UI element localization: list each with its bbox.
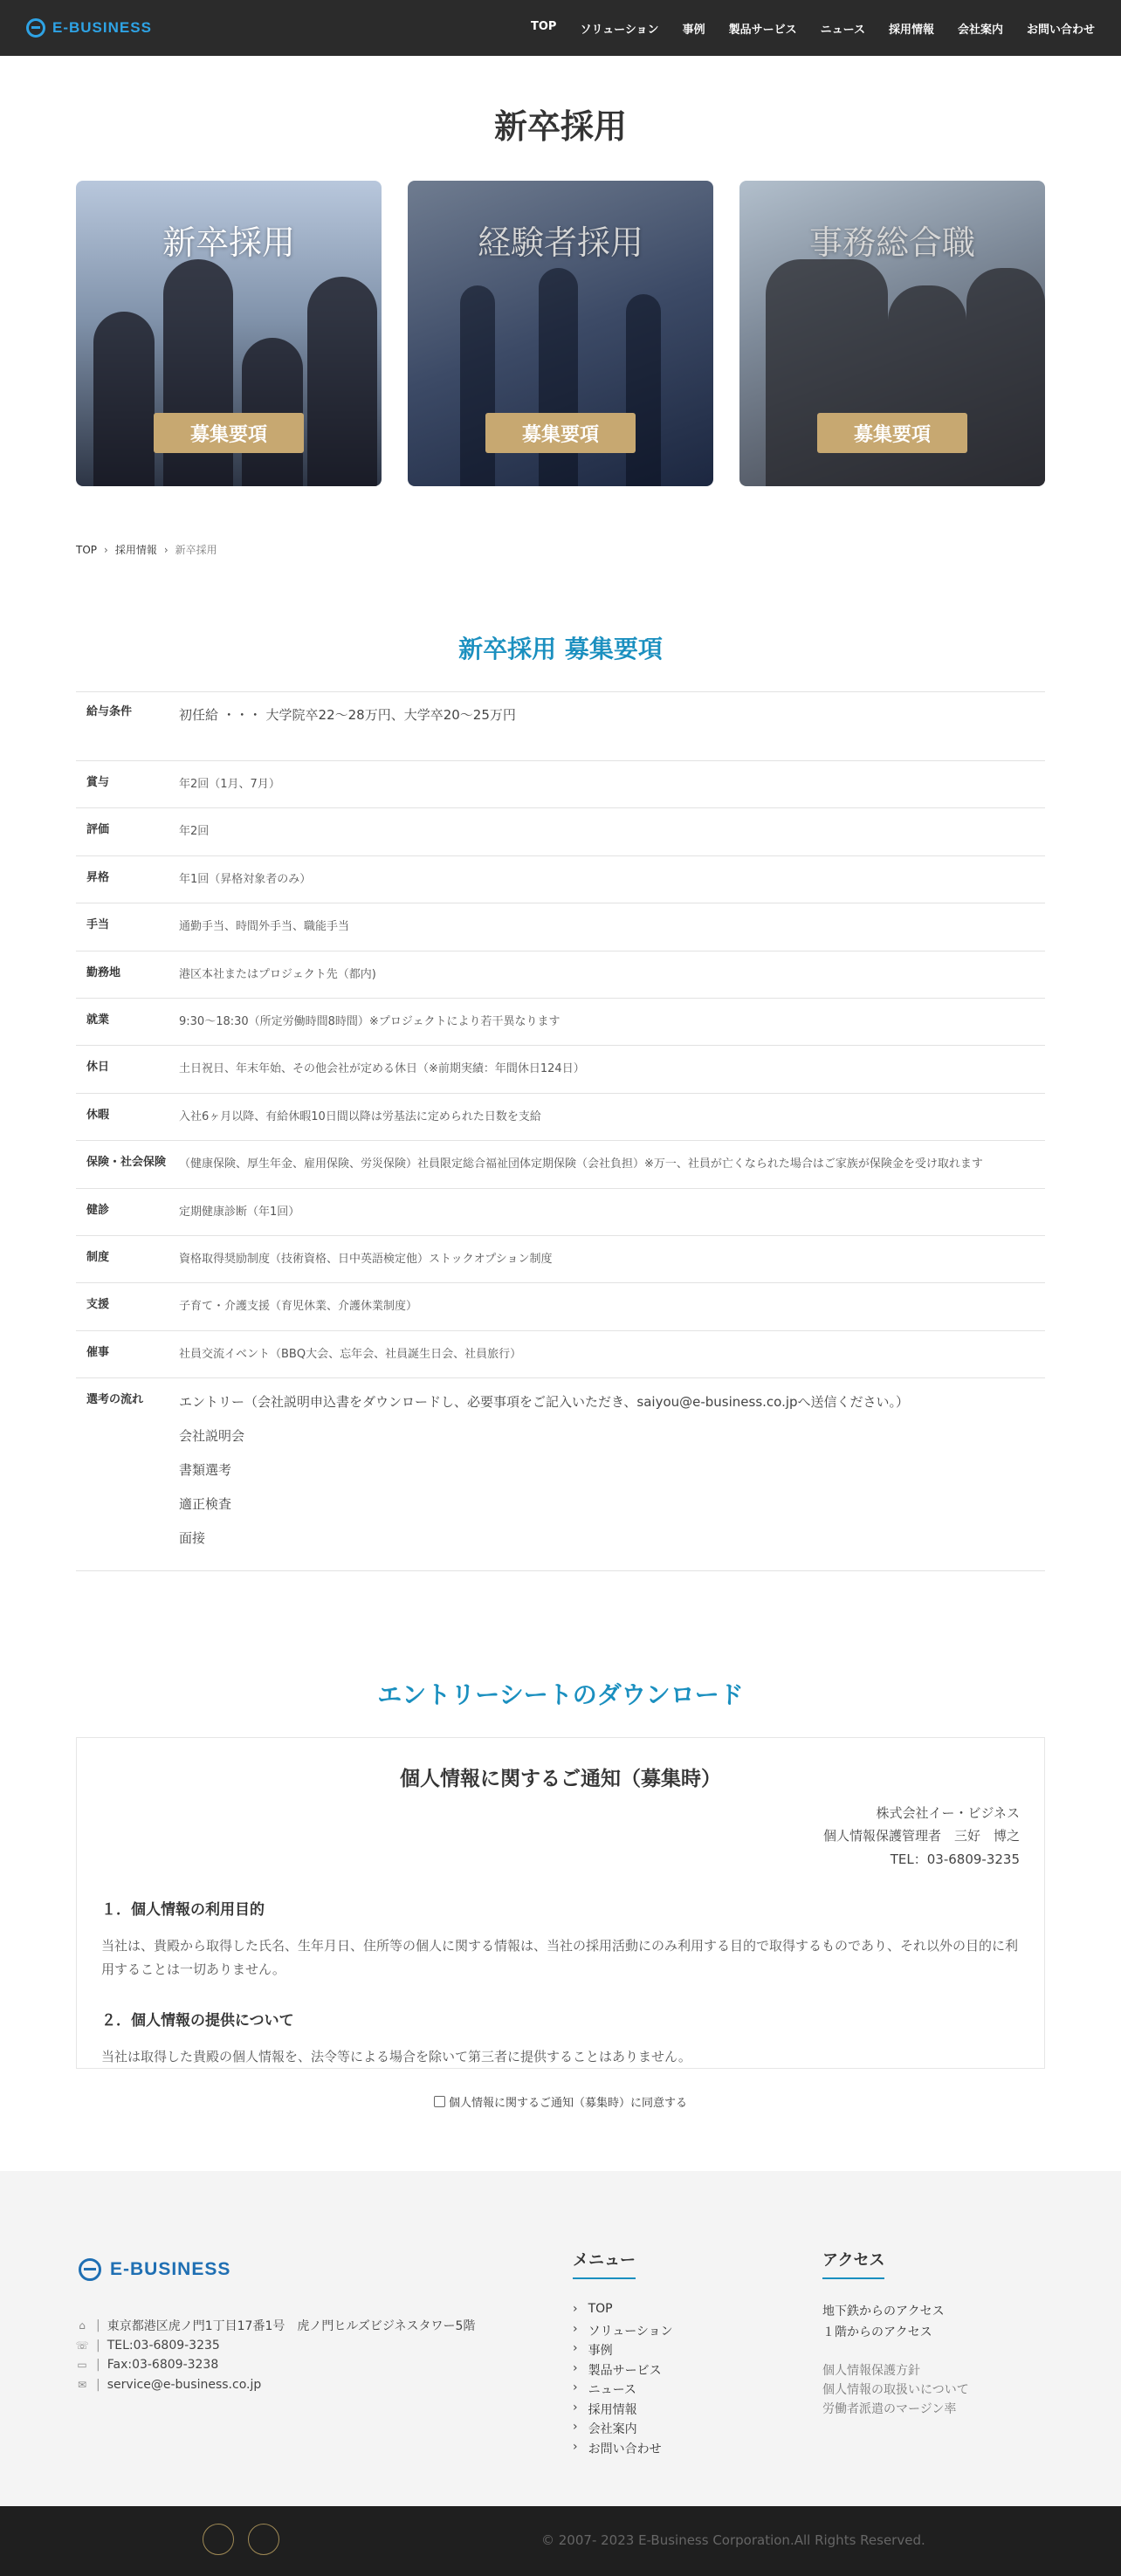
chevron-right-icon: › — [573, 2302, 578, 2317]
divider: | — [96, 2338, 100, 2353]
row-label: 催事 — [86, 1345, 110, 1359]
social-icon[interactable] — [203, 2524, 234, 2555]
footer-menu-item[interactable] — [573, 2322, 673, 2342]
nav-products[interactable]: 製品サービス — [728, 23, 797, 37]
card-experienced[interactable] — [408, 181, 713, 486]
footer-menu-label: 会社案内 — [588, 2422, 637, 2437]
row-label: 勤務地 — [86, 965, 121, 979]
table-row — [76, 1235, 1045, 1282]
copyright-bar — [0, 2506, 1121, 2576]
card-photo — [307, 277, 377, 486]
requirements-heading — [0, 630, 1121, 665]
nav-top[interactable]: TOP — [531, 19, 557, 33]
nav-cases[interactable]: 事例 — [682, 23, 705, 37]
row-label: 賞与 — [86, 776, 110, 789]
copyright-text: © 2007- 2023 E-Business Corporation.All Rights Reserved. — [541, 2532, 925, 2549]
card-photo — [242, 338, 303, 486]
footer-access-list — [822, 2302, 969, 2344]
chevron-right-icon: › — [573, 2360, 578, 2375]
card-photo — [93, 312, 155, 486]
social-links — [203, 2524, 279, 2555]
row-value: 年2回（1月、7月） — [179, 778, 280, 791]
table-row — [76, 808, 1045, 855]
footer-logo-text: E-BUSINESS — [110, 2259, 231, 2280]
flow-step: 会社説明会 — [179, 1428, 245, 1445]
row-label: 保険・社会保険 — [86, 1156, 167, 1170]
mail-icon: ✉ — [77, 2378, 87, 2391]
footer-tel: TEL:03-6809-3235 — [107, 2338, 220, 2353]
logo-text: E-BUSINESS — [52, 19, 152, 36]
row-label: 就業 — [86, 1013, 110, 1027]
row-value: 土日祝日、年末年始、その他会社が定める休日（※前期実績：年間休日124日） — [179, 1062, 585, 1076]
site-footer — [0, 2171, 1121, 2506]
notice-title: 個人情報に関するご通知（募集時） — [400, 1768, 721, 1791]
notice-tel: TEL：03-6809-3235 — [890, 1851, 1020, 1867]
entry-heading-text: エントリーシートのダウンロード — [377, 1680, 744, 1710]
row-label: 昇格 — [86, 870, 110, 884]
card-title: 新卒採用 — [162, 223, 295, 262]
access-link-first-floor[interactable]: １階からのアクセス — [822, 2325, 932, 2340]
footer-access — [822, 2248, 969, 2419]
nav-solution[interactable]: ソリューション — [580, 23, 659, 37]
breadcrumb-home[interactable]: TOP — [76, 543, 98, 556]
row-label: 制度 — [86, 1250, 110, 1264]
table-row — [76, 761, 1045, 808]
notice-company: 株式会社イー・ビジネス — [876, 1805, 1020, 1822]
footer-menu-title: メニュー — [573, 2248, 636, 2279]
access-link-subway[interactable]: 地下鉄からのアクセス — [822, 2305, 945, 2319]
row-value: 社員交流イベント（BBQ大会、忘年会、社員誕生日会、社員旅行） — [179, 1347, 522, 1361]
footer-email[interactable]: service@e-business.co.jp — [107, 2377, 262, 2392]
margin-rate-link[interactable]: 労働者派遣のマージン率 — [822, 2402, 957, 2417]
notice-section-title: ２．個人情報の提供について — [101, 2011, 294, 2030]
row-label: 支援 — [86, 1298, 110, 1312]
notice-section-title: １．個人情報の利用目的 — [101, 1900, 265, 1919]
card-photo — [888, 285, 966, 486]
row-value: 港区本社またはプロジェクト先（都内) — [179, 967, 376, 981]
table-row — [76, 998, 1045, 1045]
logo-icon — [79, 2258, 101, 2281]
chevron-right-icon: › — [573, 2341, 578, 2356]
main-nav — [531, 20, 1095, 37]
selection-flow — [179, 1378, 1045, 1571]
table-row — [76, 1046, 1045, 1093]
agree-checkbox-row[interactable] — [0, 2093, 1121, 2110]
divider: | — [96, 2318, 100, 2333]
row-value: 子育て・介護支援（育児休業、介護休業制度） — [179, 1300, 418, 1314]
footer-menu-item[interactable] — [573, 2302, 673, 2322]
privacy-policy-link[interactable]: 個人情報保護方針 — [822, 2364, 920, 2379]
footer-tel-row — [75, 2336, 475, 2356]
breadcrumb-parent[interactable]: 採用情報 — [114, 544, 157, 556]
row-value: 初任給 ・・・ 大学院卒22〜28万円、大学卒20〜25万円 — [179, 707, 516, 723]
agree-checkbox[interactable] — [434, 2096, 445, 2107]
footer-menu-item[interactable] — [573, 2440, 673, 2460]
social-icon[interactable] — [248, 2524, 279, 2555]
footer-fax-row — [75, 2355, 475, 2375]
table-row — [76, 1330, 1045, 1377]
building-icon: ⌂ — [79, 2319, 86, 2332]
requirements-table-body — [76, 692, 1045, 1571]
breadcrumb-current: 新卒採用 — [175, 544, 217, 556]
row-label: 休日 — [86, 1061, 110, 1075]
recruit-cards — [0, 181, 1121, 486]
footer-contact — [75, 2316, 475, 2394]
flow-step: 書類選考 — [179, 1462, 232, 1479]
nav-news[interactable]: ニュース — [820, 23, 865, 37]
breadcrumb-separator: › — [163, 543, 168, 556]
nav-company[interactable]: 会社案内 — [957, 23, 1003, 37]
nav-contact[interactable]: お問い合わせ — [1026, 23, 1095, 37]
flow-step: 面接 — [179, 1530, 206, 1547]
row-value: 定期健康診断（年1回） — [179, 1205, 300, 1219]
card-requirements-button[interactable]: 募集要項 — [154, 413, 304, 453]
notice-section-text: 当社は、貴殿から取得した氏名、生年月日、住所等の個人に関する情報は、当社の採用活動にのみ利用する目的で取得するものであり、それ以外の目的に利用することは一切ありません。 — [101, 1937, 1019, 1977]
footer-menu-item[interactable] — [573, 2361, 673, 2381]
folder-icon: ▭ — [77, 2359, 87, 2372]
footer-logo[interactable] — [79, 2258, 230, 2281]
row-value: 資格取得奨励制度（技術資格、日中英語検定他）ストックオプション制度 — [179, 1252, 553, 1266]
footer-email-row — [75, 2375, 475, 2395]
personal-info-handling-link[interactable]: 個人情報の取扱いについて — [822, 2383, 969, 2398]
footer-menu-label: 事例 — [588, 2344, 613, 2359]
requirements-heading-text: 新卒採用 募集要項 — [458, 635, 663, 663]
table-row — [76, 903, 1045, 951]
requirements-table — [76, 691, 1045, 1571]
footer-access-title: アクセス — [822, 2248, 884, 2279]
card-requirements-button[interactable]: 募集要項 — [817, 413, 967, 453]
footer-menu-item[interactable] — [573, 2420, 673, 2440]
breadcrumb — [76, 542, 1121, 557]
chevron-right-icon: › — [573, 2380, 578, 2395]
chevron-right-icon: › — [573, 2400, 578, 2415]
footer-address-row — [75, 2316, 475, 2336]
row-value: 年1回（昇格対象者のみ） — [179, 872, 312, 886]
flow-step: 適正検査 — [179, 1496, 232, 1513]
row-label: 休暇 — [86, 1108, 110, 1122]
footer-menu-label: ソリューション — [588, 2324, 673, 2339]
table-row-selection-flow — [76, 1378, 1045, 1571]
logo-icon — [26, 18, 45, 38]
footer-menu-label: ニュース — [588, 2383, 636, 2398]
table-row — [76, 1188, 1045, 1235]
row-value: 入社6ヶ月以降、有給休暇10日間以降は労基法に定められた日数を支給 — [179, 1109, 541, 1123]
row-label: 給与条件 — [86, 705, 133, 718]
notice-signature — [101, 1802, 1020, 1871]
row-label: 選考の流れ — [86, 1393, 144, 1407]
row-label: 健診 — [86, 1203, 110, 1217]
footer-menu-label: 採用情報 — [588, 2402, 637, 2417]
notice-section-text: 当社は取得した貴殿の個人情報を、法令等による場合を除いて第三者に提供することはありません。 — [101, 2048, 691, 2064]
card-photo — [539, 268, 578, 486]
card-photo — [626, 294, 661, 486]
card-photo — [966, 268, 1045, 486]
card-new-graduate[interactable] — [76, 181, 382, 486]
breadcrumb-separator: › — [104, 543, 108, 556]
footer-menu-list — [573, 2302, 673, 2459]
footer-policy-links — [822, 2361, 969, 2419]
card-photo — [460, 285, 495, 486]
row-value: 年2回 — [179, 825, 210, 839]
table-row — [76, 951, 1045, 998]
row-value: 9:30〜18:30（所定労働時間8時間）※プロジェクトにより若干異なります — [179, 1014, 560, 1028]
footer-menu — [573, 2248, 673, 2459]
nav-recruit[interactable]: 採用情報 — [888, 23, 934, 37]
entry-heading — [0, 1676, 1121, 1711]
card-title: 経験者採用 — [477, 223, 643, 262]
footer-menu-item[interactable] — [573, 2380, 673, 2401]
row-value: 通勤手当、時間外手当、職能手当 — [179, 920, 350, 934]
table-row — [76, 855, 1045, 903]
footer-menu-item[interactable] — [573, 2401, 673, 2421]
table-row — [76, 692, 1045, 761]
site-header — [0, 0, 1121, 56]
footer-fax: Fax:03-6809-3238 — [107, 2358, 219, 2373]
footer-menu-label: TOP — [588, 2302, 613, 2317]
table-row — [76, 1093, 1045, 1140]
divider: | — [96, 2377, 100, 2392]
footer-menu-item[interactable] — [573, 2341, 673, 2361]
agree-label: 個人情報に関するご通知（募集時）に同意する — [448, 2097, 687, 2111]
footer-address: 東京都港区虎ノ門1丁目17番1号 虎ノ門ヒルズビジネスタワー5階 — [107, 2319, 476, 2334]
row-value: （健康保険、厚生年金、雇用保険、労災保険）社員限定総合福祉団体定期保険（会社負担）※万一、社員が亡くなられた場合はご家族が保険金を受け取れます — [179, 1157, 983, 1171]
footer-menu-label: 製品サービス — [588, 2363, 662, 2378]
table-row — [76, 1283, 1045, 1330]
divider: | — [96, 2358, 100, 2373]
notice-manager: 個人情報保護管理者 三好 博之 — [822, 1828, 1020, 1844]
footer-menu-label: お問い合わせ — [588, 2442, 662, 2456]
card-title: 事務総合職 — [808, 223, 975, 262]
chevron-right-icon: › — [573, 2321, 578, 2336]
site-logo[interactable] — [26, 18, 152, 38]
row-label: 手当 — [86, 918, 110, 932]
headset-icon: ☏ — [75, 2339, 89, 2352]
card-office[interactable] — [739, 181, 1045, 486]
chevron-right-icon: › — [573, 2439, 578, 2454]
privacy-notice-box[interactable] — [76, 1737, 1045, 2069]
table-row — [76, 1141, 1045, 1188]
row-label: 評価 — [86, 823, 110, 837]
chevron-right-icon: › — [573, 2420, 578, 2435]
flow-step: エントリー（会社説明申込書をダウンロードし、必要事項をご記入いただき、saiyou@e-business.co.jpへ送信ください。） — [179, 1394, 910, 1411]
page-title: 新卒採用 — [493, 107, 627, 146]
card-requirements-button[interactable]: 募集要項 — [485, 413, 636, 453]
